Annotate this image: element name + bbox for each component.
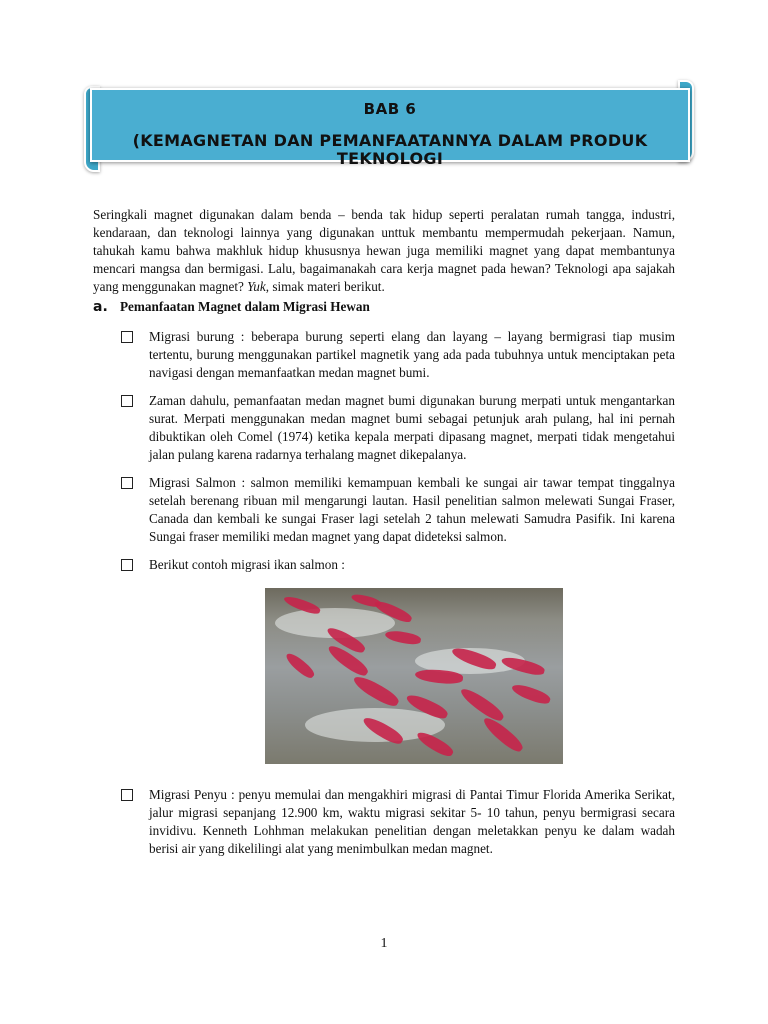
salmon-fish [458, 685, 506, 724]
checkbox-bullet-icon [121, 789, 133, 801]
list-item [121, 474, 675, 546]
page-number: 1 [380, 936, 388, 951]
salmon-migration-photo [265, 588, 563, 764]
checkbox-bullet-icon [121, 477, 133, 489]
salmon-fish [510, 682, 552, 707]
salmon-fish [283, 650, 316, 680]
list-item [121, 392, 675, 464]
page-content [93, 206, 675, 868]
banner-body [90, 88, 690, 168]
intro-paragraph [93, 206, 675, 296]
chapter-subtitle: (KEMAGNETAN DAN PEMANFAATANNYA DALAM PRODUK TEKNOLOGI [132, 131, 648, 168]
list-item-text: Migrasi Penyu : penyu memulai dan mengakhiri migrasi di Pantai Timur Florida Amerika Serikat, jalur migrasi sepanjang 12.900 km, waktu migrasi sekitar 5- 10 tahun, penyu bermigrasi secara invidivu. Kenneth Lohhman melakukan penelitian dengan meletakkan penyu ke dalam wadah berisi air yang dikelilingi alat yang menimbulkan medan magnet. [149, 787, 675, 856]
list-item [121, 328, 675, 382]
salmon-fish [480, 714, 525, 755]
intro-text-end: , simak materi berikut. [265, 279, 385, 294]
chapter-banner [84, 80, 694, 166]
list-item-text: Berikut contoh migrasi ikan salmon : [149, 557, 345, 572]
section-letter: a. [93, 299, 108, 315]
chapter-title: BAB 6 [363, 100, 417, 118]
salmon-fish [384, 629, 421, 646]
list-item-text: Zaman dahulu, pemanfaatan medan magnet bumi digunakan burung merpati untuk mengantarkan surat. Merpati menggunakan medan magnet bumi sebagai petunjuk arah pulang, hal ini pernah dibuktikan oleh Comel (1974) ketika kepala merpati dipasang magnet, merpati tidak mengetahui jalan pulang karena radarnya terhalang magnet dikepalanya. [149, 393, 675, 462]
checkbox-bullet-icon [121, 559, 133, 571]
section-heading [93, 298, 675, 316]
list-item [121, 786, 675, 858]
intro-italic-word: Yuk [247, 279, 266, 294]
list-item-text: Migrasi burung : beberapa burung seperti elang dan layang – layang bermigrasi tiap musim tertentu, burung menggunakan partikel magnetik yang ada pada tubuhnya untuk menciptakan peta navigasi dengan memanfaatkan medan magnet bumi. [149, 329, 675, 380]
checkbox-bullet-icon [121, 331, 133, 343]
intro-text: Seringkali magnet digunakan dalam benda – benda tak hidup seperti peralatan rumah tangga, industri, kendaraan, dan teknologi lainnya yang digunakan unttuk membantu mempermudah pekerjaan. Namun, tahukah kamu bahwa makhluk hidup khususnya hewan juga memiliki magnet yang dapat membantunya mencari mangsa dan bermigasi. Lalu, bagaimanakah cara kerja magnet pada hewan? Teknologi apa sajakah yang menggunakan magnet? [93, 207, 675, 294]
bullet-list [93, 328, 675, 574]
checkbox-bullet-icon [121, 395, 133, 407]
list-item-text: Migrasi Salmon : salmon memiliki kemampuan kembali ke sungai air tawar tempat tinggalnya setelah berenang ribuan mil mengarungi lautan. Hasil penelitian salmon melewati Sungai Fraser, Canada dan kembali ke sungai Fraser lagi setelah 2 tahun melewati Samudra Pasifik. Ini karena Sungai fraser memiliki medan magnet yang dapat dideteksi salmon. [149, 475, 675, 544]
section-title: Pemanfaatan Magnet dalam Migrasi Hewan [120, 299, 370, 314]
list-item [121, 556, 675, 574]
salmon-fish [351, 672, 401, 709]
